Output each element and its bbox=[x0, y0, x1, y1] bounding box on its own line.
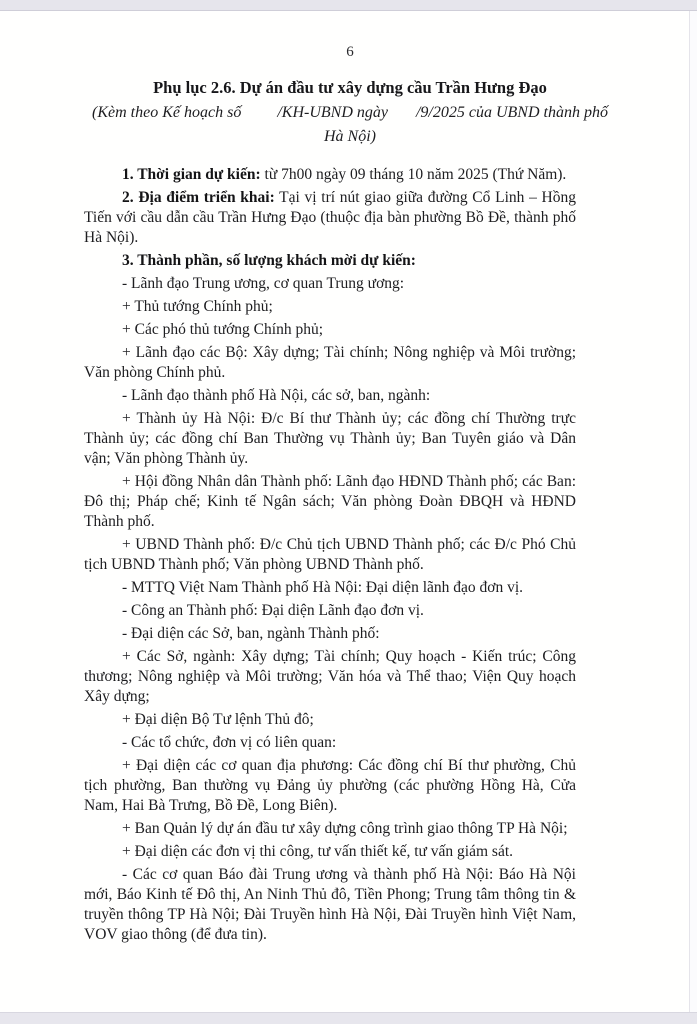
paragraph bbox=[84, 733, 576, 753]
paragraph bbox=[84, 601, 576, 621]
paragraph-text: - Đại diện các Sở, ban, ngành Thành phố: bbox=[122, 625, 380, 642]
paragraph-text: + Lãnh đạo các Bộ: Xây dựng; Tài chính; Nông nghiệp và Môi trường; Văn phòng Chính phủ. bbox=[84, 344, 576, 381]
paragraph-text: + Đại diện các cơ quan địa phương: Các đồng chí Bí thư phường, Chủ tịch phường, Ban thường vụ Đảng ủy phường (các phường Hồng Hà, Cửa Nam, Hai Bà Trưng, Bồ Đề, Long Biên). bbox=[84, 757, 576, 814]
paragraph-text: - Các cơ quan Báo đài Trung ương và thành phố Hà Nội: Báo Hà Nội mới, Báo Kinh tế Đô thị, An Ninh Thủ đô, Tiền Phong; Trung tâm thông tin & truyền thông TP Hà Nội; Đài Truyền hình Hà Nội, Đài Truyền hình Việt Nam, VOV giao thông (để đưa tin). bbox=[84, 866, 576, 943]
paragraph bbox=[84, 188, 576, 248]
page-number: 6 bbox=[346, 44, 354, 60]
paragraph-text: - Công an Thành phố: Đại diện Lãnh đạo đơn vị. bbox=[122, 602, 424, 619]
paragraph-text: + Đại diện Bộ Tư lệnh Thủ đô; bbox=[122, 711, 314, 728]
paragraph-lead: 3. Thành phần, số lượng khách mời dự kiến: bbox=[122, 252, 416, 269]
paragraph-text: - Lãnh đạo Trung ương, cơ quan Trung ương: bbox=[122, 275, 405, 292]
paragraph-text: + Thành ủy Hà Nội: Đ/c Bí thư Thành ủy; các đồng chí Thường trực Thành ủy; các đồng chí Ban Thường vụ Thành ủy; Ban Tuyên giáo và Dân vận; Văn phòng Thành ủy. bbox=[84, 410, 576, 467]
paragraph bbox=[84, 472, 576, 532]
paragraph-text: - MTTQ Việt Nam Thành phố Hà Nội: Đại diện lãnh đạo đơn vị. bbox=[122, 579, 524, 596]
viewer-top-edge bbox=[0, 0, 697, 11]
paragraph-lead: 1. Thời gian dự kiến: bbox=[122, 166, 261, 183]
paragraph bbox=[84, 297, 576, 317]
paragraph bbox=[84, 819, 576, 839]
paragraph-text: từ 7h00 ngày 09 tháng 10 năm 2025 (Thứ Năm). bbox=[260, 166, 567, 183]
paragraph bbox=[84, 624, 576, 644]
document-body bbox=[84, 165, 576, 945]
paragraph bbox=[84, 535, 576, 575]
paragraph-text: - Các tổ chức, đơn vị có liên quan: bbox=[122, 734, 337, 751]
document-header bbox=[80, 43, 620, 149]
paragraph bbox=[84, 409, 576, 469]
page-right-edge bbox=[689, 11, 697, 1012]
paragraph-text: + Các phó thủ tướng Chính phủ; bbox=[122, 321, 324, 338]
paragraph bbox=[84, 647, 576, 707]
paragraph-text: - Lãnh đạo thành phố Hà Nội, các sở, ban, ngành: bbox=[122, 387, 431, 404]
paragraph-lead: 2. Địa điểm triển khai: bbox=[122, 189, 275, 206]
page-title: Phụ lục 2.6. Dự án đầu tư xây dựng cầu Trần Hưng Đạo bbox=[153, 78, 547, 97]
viewer-bottom-edge bbox=[0, 1012, 697, 1024]
paragraph-text: + Đại diện các đơn vị thi công, tư vấn thiết kế, tư vấn giám sát. bbox=[122, 843, 514, 860]
page-subtitle-line2: Hà Nội) bbox=[324, 128, 376, 145]
paragraph bbox=[84, 842, 576, 862]
page-subtitle-line1: (Kèm theo Kế hoạch số /KH-UBND ngày /9/2025 của UBND thành phố bbox=[92, 104, 608, 121]
paragraph bbox=[84, 578, 576, 598]
paragraph-text: + Các Sở, ngành: Xây dựng; Tài chính; Quy hoạch - Kiến trúc; Công thương; Nông nghiệp và Môi trường; Văn hóa và Thể thao; Viện Quy hoạch Xây dựng; bbox=[84, 648, 576, 705]
paragraph bbox=[84, 710, 576, 730]
paragraph bbox=[84, 274, 576, 294]
paragraph-text: + Hội đồng Nhân dân Thành phố: Lãnh đạo HĐND Thành phố; các Ban: Đô thị; Pháp chế; Kinh tế Ngân sách; Văn phòng Đoàn ĐBQH và HĐND Thành phố. bbox=[84, 473, 576, 530]
page-subtitle bbox=[80, 101, 620, 149]
paragraph bbox=[84, 320, 576, 340]
paragraph bbox=[84, 343, 576, 383]
paragraph-text: + Ban Quản lý dự án đầu tư xây dựng công trình giao thông TP Hà Nội; bbox=[122, 820, 568, 837]
paragraph-text: Tại vị trí nút giao giữa đường Cổ Linh – Hồng Tiến với cầu dẫn cầu Trần Hưng Đạo (thuộc địa bàn phường Bồ Đề, thành phố Hà Nội). bbox=[84, 189, 576, 246]
paragraph bbox=[84, 251, 576, 271]
paragraph bbox=[84, 756, 576, 816]
document-page bbox=[0, 11, 689, 1012]
paragraph bbox=[84, 865, 576, 945]
paragraph-text: + Thủ tướng Chính phủ; bbox=[122, 298, 273, 315]
paragraph-text: + UBND Thành phố: Đ/c Chủ tịch UBND Thành phố; các Đ/c Phó Chủ tịch UBND Thành phố; Văn phòng UBND Thành phố. bbox=[84, 536, 576, 573]
paragraph bbox=[84, 386, 576, 406]
paragraph bbox=[84, 165, 576, 185]
